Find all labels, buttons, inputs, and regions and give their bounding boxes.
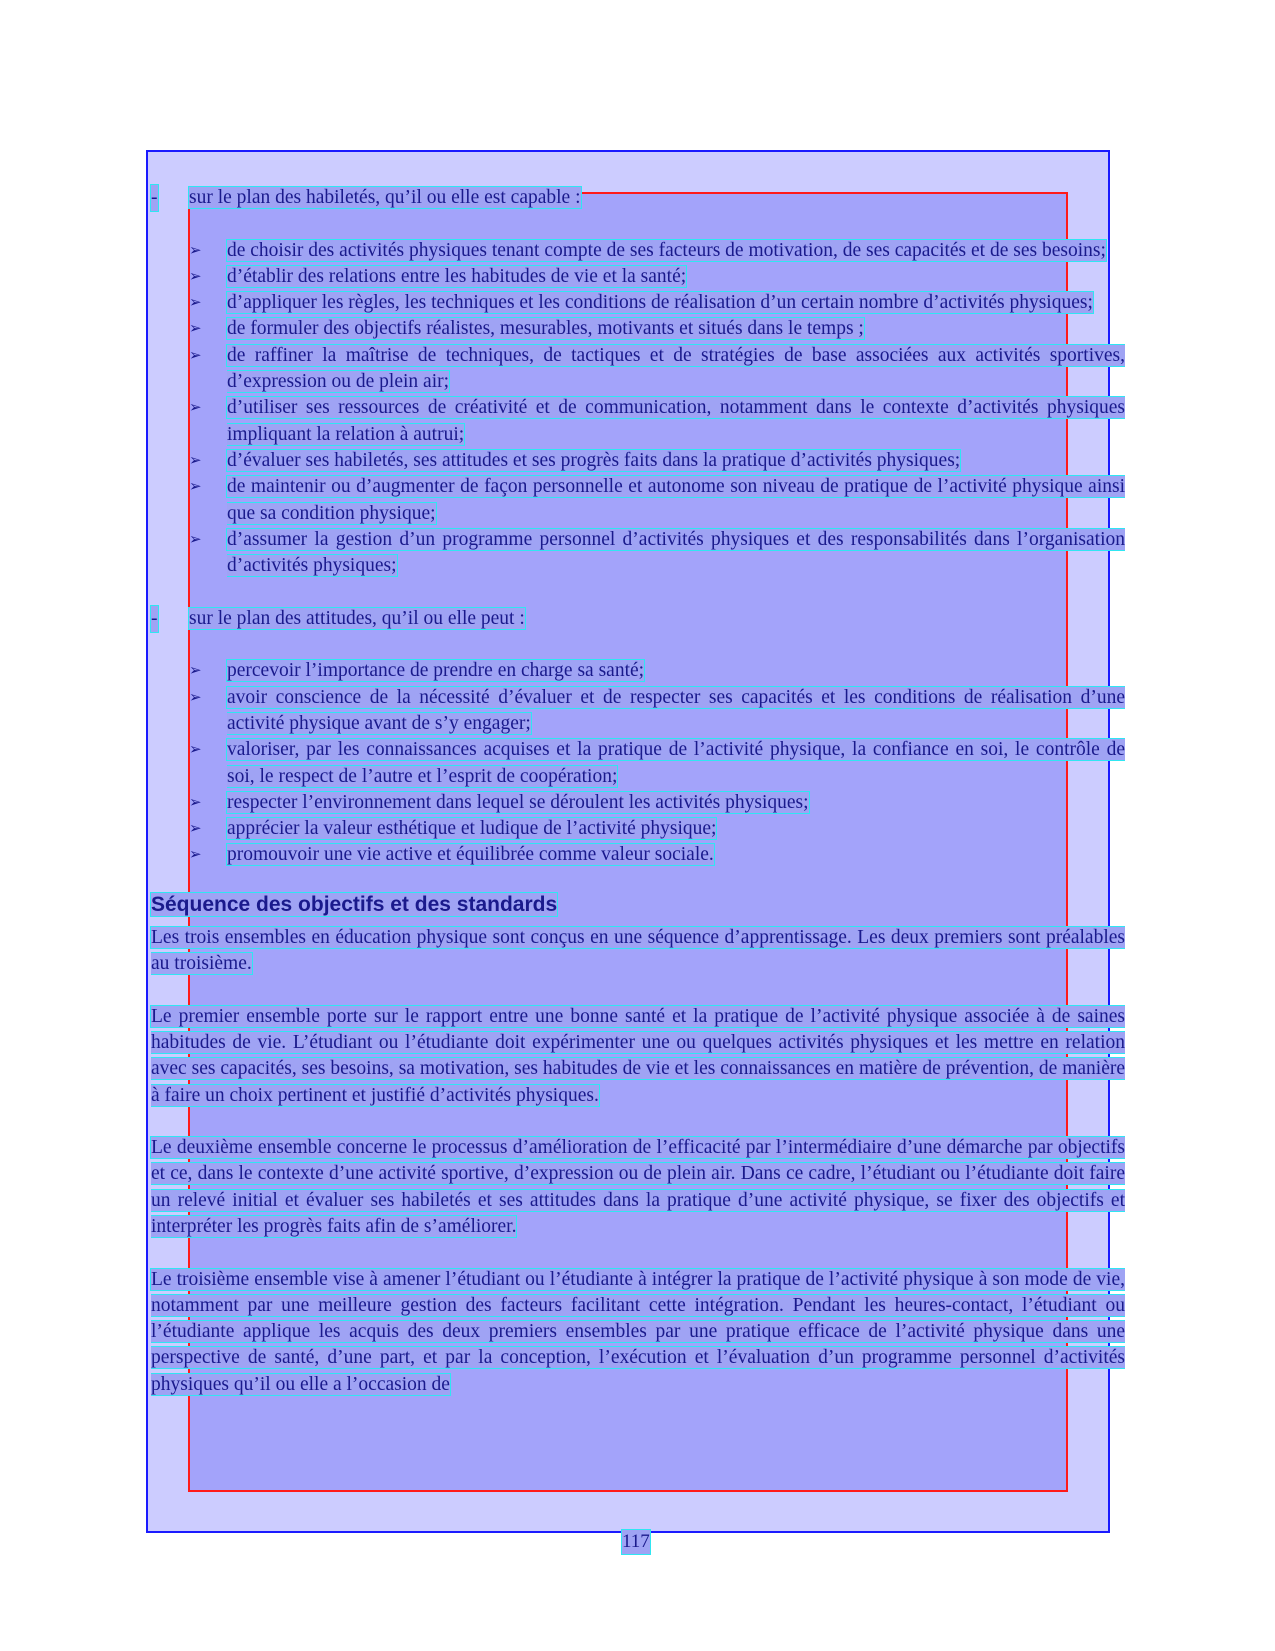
paragraph-text: Le deuxième ensemble concerne le processus d’amélioration de l’efficacité par l’intermédiaire d’une démarche par objectifs et ce, dans le contexte d’une activité sportive, d’expression ou de plein air. Dans ce cadre, l’étudiant ou l’étudiante doit faire un relevé initial et évaluer ses habiletés et ses attitudes dans la pratique d’une activité physique, se fixer des objectifs et interpréter les progrès faits afin de s’améliorer.: [151, 1137, 1125, 1237]
arrow-bullet-icon: ➢: [189, 689, 202, 706]
arrow-bullet-icon: ➢: [189, 794, 202, 811]
arrow-bullet-icon: ➢: [189, 847, 202, 864]
list-item-text: d’appliquer les règles, les techniques et les conditions de réalisation d’un certain nombre d’activités physiques;: [227, 292, 1093, 314]
paragraph-text: Le premier ensemble porte sur le rapport entre une bonne santé et la pratique de l’activité physique associée à de saines habitudes de vie. L’étudiant ou l’étudiante doit expérimenter une ou quelques activités physiques et les mettre en relation avec ses capacités, ses besoins, sa motivation, ses habitudes de vie et les connaissances en matière de prévention, de manière à faire un choix pertinent et justifié d’activités physiques.: [151, 1005, 1125, 1106]
list-item-text: de maintenir ou d’augmenter de façon personnelle et autonome son niveau de pratique de l’activité physique ainsi que sa condition physique;: [227, 476, 1125, 524]
paragraph-text: Les trois ensembles en éducation physique sont conçus en une séquence d’apprentissage. Les deux premiers sont préalables au troisième.: [151, 926, 1125, 975]
list-item: [189, 343, 1125, 396]
list-item: [189, 316, 1125, 342]
list-item: [189, 527, 1125, 580]
section-heading-abilities: [151, 185, 1125, 211]
arrow-bullet-icon: ➢: [189, 321, 202, 338]
list-item-text: apprécier la valeur esthétique et ludique de l’activité physique;: [227, 818, 717, 840]
list-item: [189, 474, 1125, 527]
section-title: [151, 891, 1125, 919]
abilities-list: [151, 238, 1125, 580]
dash-marker: -: [151, 606, 158, 632]
list-item: [189, 395, 1125, 448]
arrow-bullet-icon: ➢: [189, 531, 202, 548]
section-heading-attitudes: [151, 606, 1125, 632]
paragraph: [151, 1267, 1125, 1398]
list-item-text: de choisir des activités physiques tenant compte de ses facteurs de motivation, de ses capacités et de ses besoins;: [227, 239, 1106, 261]
section-title-text: Séquence des objectifs et des standards: [151, 892, 558, 916]
arrow-bullet-icon: ➢: [189, 400, 202, 417]
arrow-bullet-icon: ➢: [189, 347, 202, 364]
list-item: [189, 264, 1125, 290]
list-item-text: valoriser, par les connaissances acquises et la pratique de l’activité physique, la confiance en soi, le contrôle de soi, le respect de l’autre et l’esprit de coopération;: [227, 739, 1125, 787]
list-item: [189, 790, 1125, 816]
paragraph: [151, 925, 1125, 978]
list-item: [189, 737, 1125, 790]
list-item: [189, 685, 1125, 738]
arrow-bullet-icon: ➢: [189, 742, 202, 759]
list-item: [189, 448, 1125, 474]
paragraph-text: Le troisième ensemble vise à amener l’étudiant ou l’étudiante à intégrer la pratique de l’activité physique à son mode de vie, notamment par une meilleure gestion des facteurs facilitant cette intégration. Pendant les heures-contact, l’étudiant ou l’étudiante applique les acquis des deux premiers ensembles par une pratique efficace de l’activité physique dans une perspective de santé, d’une part, et par la conception, l’exécution et l’évaluation d’un programme personnel d’activités physiques qu’il ou elle a l’occasion de: [151, 1268, 1125, 1395]
list-item-text: respecter l’environnement dans lequel se déroulent les activités physiques;: [227, 791, 809, 813]
list-item-text: de raffiner la maîtrise de techniques, de tactiques et de stratégies de base associées aux activités sportives, d’expression ou de plein air;: [227, 344, 1125, 393]
list-item: [189, 816, 1125, 842]
list-item-text: percevoir l’importance de prendre en charge sa santé;: [227, 660, 645, 682]
attitudes-list: [151, 658, 1125, 868]
paragraph: [151, 1135, 1125, 1240]
list-item: [189, 238, 1125, 264]
arrow-bullet-icon: ➢: [189, 821, 202, 838]
list-item: [189, 842, 1125, 868]
arrow-bullet-icon: ➢: [189, 242, 202, 259]
list-item-text: avoir conscience de la nécessité d’évaluer et de respecter ses capacités et les conditions de réalisation d’une activité physique avant de s’y engager;: [227, 686, 1125, 734]
page-number: 117: [622, 1531, 650, 1552]
list-item-text: d’évaluer ses habiletés, ses attitudes et ses progrès faits dans la pratique d’activités physiques;: [227, 449, 961, 471]
arrow-bullet-icon: ➢: [189, 295, 202, 312]
page-content: [151, 185, 1125, 1398]
list-item-text: d’utiliser ses ressources de créativité et de communication, notamment dans le contexte d’activités physiques impliquant la relation à autrui;: [227, 397, 1125, 445]
arrow-bullet-icon: ➢: [189, 663, 202, 680]
list-item-text: d’assumer la gestion d’un programme personnel d’activités physiques et des responsabilités dans l’organisation d’activités physiques;: [227, 528, 1125, 577]
arrow-bullet-icon: ➢: [189, 268, 202, 285]
list-item-text: promouvoir une vie active et équilibrée comme valeur sociale.: [227, 844, 714, 866]
list-item: [189, 658, 1125, 684]
section-heading-text: sur le plan des habiletés, qu’il ou elle est capable :: [189, 187, 581, 208]
list-item-text: d’établir des relations entre les habitudes de vie et la santé;: [227, 265, 687, 287]
paragraph: [151, 1004, 1125, 1109]
arrow-bullet-icon: ➢: [189, 479, 202, 496]
arrow-bullet-icon: ➢: [189, 452, 202, 469]
dash-marker: -: [151, 185, 158, 211]
list-item-text: de formuler des objectifs réalistes, mesurables, motivants et situés dans le temps ;: [227, 318, 864, 340]
list-item: [189, 290, 1125, 316]
section-heading-text: sur le plan des attitudes, qu’il ou elle peut :: [189, 607, 525, 629]
